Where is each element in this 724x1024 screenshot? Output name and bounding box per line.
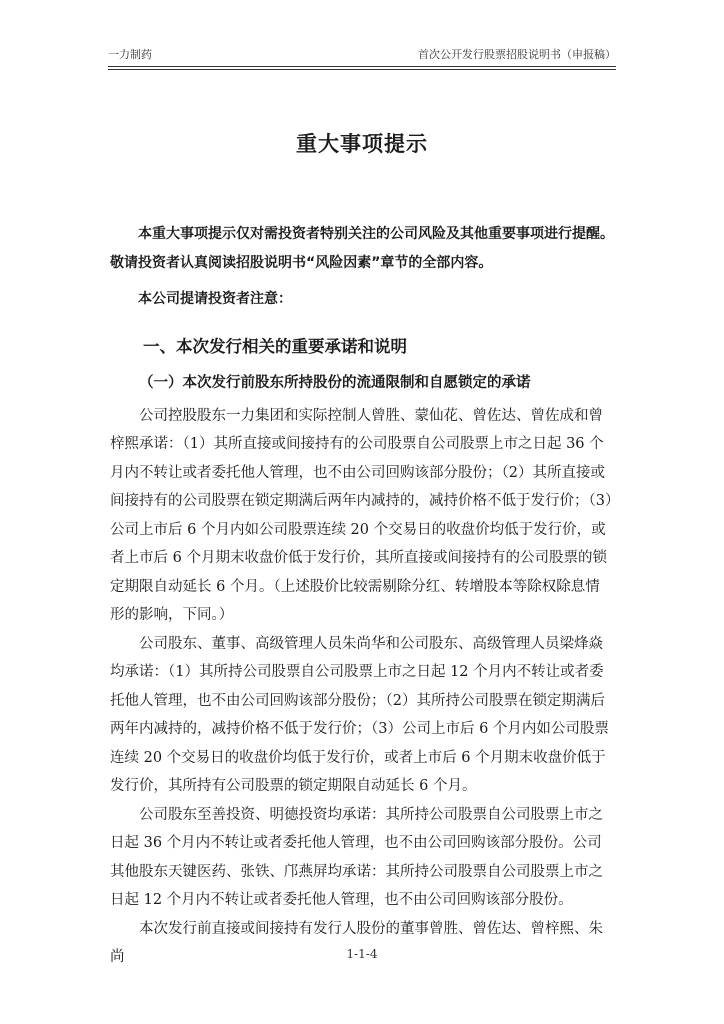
- page-content: [110, 128, 614, 972]
- notice-paragraph: 本公司提请投资者注意：: [138, 291, 292, 307]
- subsection-heading: （一）本次发行前股东所持股份的流通限制和自愿锁定的承诺: [139, 374, 531, 391]
- page-number: 1-1-4: [346, 947, 378, 961]
- body-paragraph-2: 公司股东、董事、高级管理人员朱尚华和公司股东、高级管理人员梁烽焱均承诺：（1）其所持公司股票自公司股票上市之日起 12 个月内不转让或者委托他人管理，也不由公司回购该部分股份；（2）其所持公司股票在锁定期满后两年内减持的，减持价格不低于发行价；（3）公司上市后 6 个月内如公司股票连续 20 个交易日的收盘价均低于发行价，或者上市后 6 个月期末收盘价低于发行价，其所持有公司股票的锁定期限自动延长 6 个月。: [110, 635, 609, 794]
- intro-paragraph: 本重大事项提示仅对需投资者特别关注的公司风险及其他重要事项进行提醒。敬请投资者认真阅读招股说明书“风险因素”章节的全部内容。: [110, 226, 614, 271]
- body-paragraph-1: 公司控股股东一力集团和实际控制人曾胜、蒙仙花、曾佐达、曾佐成和曾梓熙承诺：（1）其所直接或间接持有的公司股票自公司股票上市之日起 36 个月内不转让或者委托他人管理，也不由公司回购该部分股份；（2）其所直接或间接持有的公司股票在锁定期满后两年内减持的，减持价格不低于发行价；（3）公司上市后 6 个月内如公司股票连续 20 个交易日的收盘价均低于发行价，或者上市后 6 个月期末收盘价低于发行价，其所直接或间接持有的公司股票的锁定期限自动延长 6 个月。（上述股价比较需剔除分红、转增股本等除权除息情形的影响，下同。）: [110, 407, 613, 623]
- section-heading: 一、本次发行相关的重要承诺和说明: [143, 336, 407, 356]
- header-document-title: 首次公开发行股票招股说明书（申报稿）: [418, 48, 616, 61]
- header-company-name: 一力制药: [108, 48, 152, 61]
- body-paragraph-4: 本次发行前直接或间接持有发行人股份的董事曾胜、曾佐达、曾梓熙、朱尚: [110, 920, 603, 965]
- page-header: [108, 46, 616, 67]
- page-title: 重大事项提示: [296, 132, 428, 156]
- body-paragraph-3: 公司股东至善投资、明德投资均承诺：其所持公司股票自公司股票上市之日起 36 个月内不转让或者委托他人管理，也不由公司回购该部分股份。公司其他股东天键医药、张铁、邝燕屏均承诺：其所持公司股票自公司股票上市之日起 12 个月内不转让或者委托他人管理，也不由公司回购该部分股份。: [110, 806, 603, 908]
